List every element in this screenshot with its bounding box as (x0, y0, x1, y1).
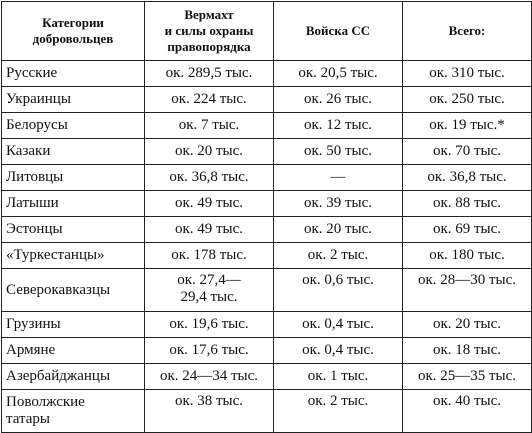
row-wehrmacht: ок. 289,5 тыс. (145, 61, 274, 87)
row-ss: ок. 50 тыс. (274, 139, 403, 165)
row-wehrmacht: ок. 19,6 тыс. (145, 312, 274, 338)
row-category: «Туркестанцы» (2, 243, 145, 269)
header-row (2, 2, 532, 61)
table-row (2, 269, 532, 312)
row-category: Украинцы (2, 87, 145, 113)
table-row (2, 87, 532, 113)
header-wehrmacht: Вермахт и силы охраны правопорядка (145, 2, 274, 61)
header-ss: Войска СС (274, 2, 403, 61)
row-ss: ок. 0,4 тыс. (274, 338, 403, 364)
row-wehrmacht: ок. 24—34 тыс. (145, 364, 274, 390)
row-ss: ок. 0,4 тыс. (274, 312, 403, 338)
row-wehrmacht: ок. 7 тыс. (145, 113, 274, 139)
row-total: ок. 250 тыс. (403, 87, 532, 113)
row-category: Северокавказцы (2, 269, 145, 312)
row-ss: ок. 26 тыс. (274, 87, 403, 113)
row-category: Русские (2, 61, 145, 87)
row-category: Латыши (2, 191, 145, 217)
row-category: Поволжские татары (2, 390, 145, 433)
row-category: Азербайджанцы (2, 364, 145, 390)
volunteers-table (1, 1, 532, 433)
row-wehrmacht: ок. 38 тыс. (145, 390, 274, 433)
row-ss: ок. 0,6 тыс. (274, 269, 403, 312)
row-total: ок. 40 тыс. (403, 390, 532, 433)
row-category: Грузины (2, 312, 145, 338)
row-category: Казаки (2, 139, 145, 165)
row-category: Эстонцы (2, 217, 145, 243)
row-total: ок. 20 тыс. (403, 312, 532, 338)
row-wehrmacht: ок. 178 тыс. (145, 243, 274, 269)
row-total: ок. 310 тыс. (403, 61, 532, 87)
row-total: ок. 28—30 тыс. (403, 269, 532, 312)
row-ss: ок. 12 тыс. (274, 113, 403, 139)
row-wehrmacht: ок. 224 тыс. (145, 87, 274, 113)
row-wehrmacht: ок. 49 тыс. (145, 217, 274, 243)
row-total: ок. 19 тыс.* (403, 113, 532, 139)
row-ss: ок. 20 тыс. (274, 217, 403, 243)
header-category: Категории добровольцев (2, 2, 145, 61)
row-ss: ок. 1 тыс. (274, 364, 403, 390)
row-total: ок. 36,8 тыс. (403, 165, 532, 191)
row-total: ок. 88 тыс. (403, 191, 532, 217)
table-row (2, 312, 532, 338)
row-ss: ок. 2 тыс. (274, 390, 403, 433)
row-category: Армяне (2, 338, 145, 364)
row-total: ок. 70 тыс. (403, 139, 532, 165)
row-wehrmacht: ок. 17,6 тыс. (145, 338, 274, 364)
row-wehrmacht: ок. 20 тыс. (145, 139, 274, 165)
row-category: Литовцы (2, 165, 145, 191)
table-row (2, 243, 532, 269)
row-total: ок. 25—35 тыс. (403, 364, 532, 390)
row-ss: ок. 20,5 тыс. (274, 61, 403, 87)
table-row (2, 364, 532, 390)
table-row (2, 61, 532, 87)
table-row (2, 217, 532, 243)
table-row (2, 113, 532, 139)
header-total: Всего: (403, 2, 532, 61)
row-total: ок. 180 тыс. (403, 243, 532, 269)
row-wehrmacht: ок. 49 тыс. (145, 191, 274, 217)
row-wehrmacht: ок. 36,8 тыс. (145, 165, 274, 191)
row-ss: ок. 39 тыс. (274, 191, 403, 217)
row-total: ок. 69 тыс. (403, 217, 532, 243)
table-row (2, 165, 532, 191)
table-row (2, 191, 532, 217)
table-row (2, 139, 532, 165)
row-ss: ок. 2 тыс. (274, 243, 403, 269)
row-category: Белорусы (2, 113, 145, 139)
table-row (2, 390, 532, 433)
table-row (2, 338, 532, 364)
row-wehrmacht: ок. 27,4— 29,4 тыс. (145, 269, 274, 312)
row-ss: — (274, 165, 403, 191)
row-total: ок. 18 тыс. (403, 338, 532, 364)
